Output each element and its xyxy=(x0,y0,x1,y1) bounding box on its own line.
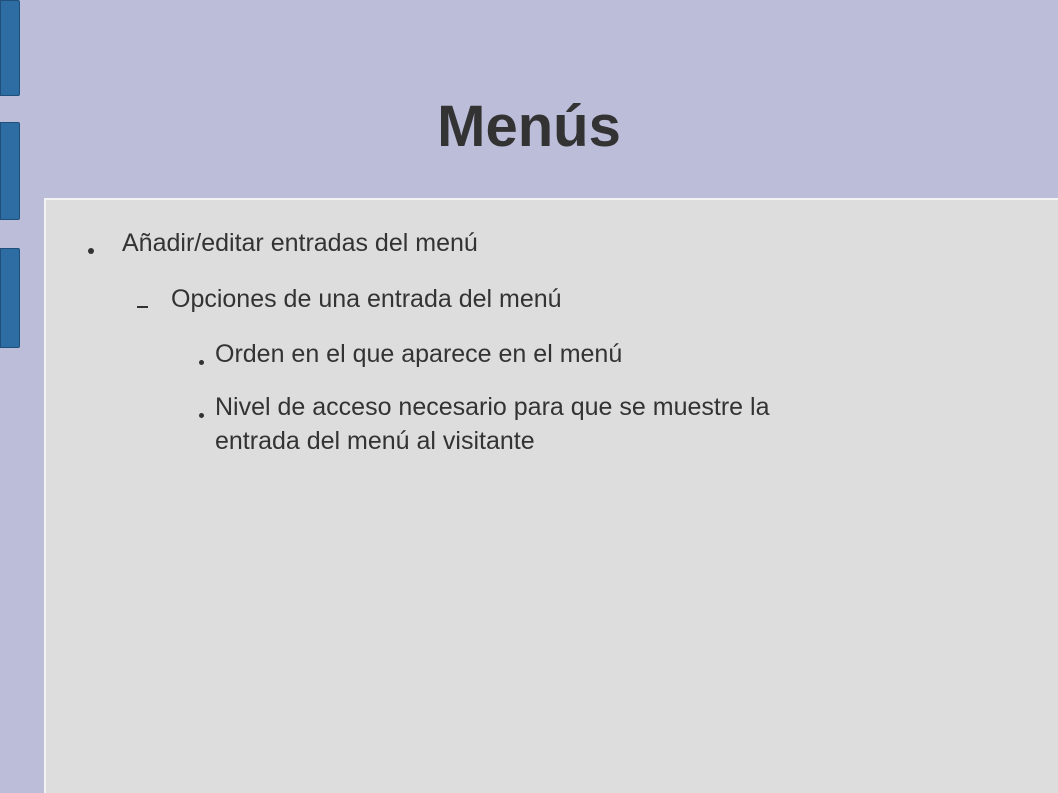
bullet-dash-icon xyxy=(137,295,148,313)
slide-title: Menús xyxy=(437,94,621,159)
list-item-level3-line2: entrada del menú al visitante xyxy=(215,427,535,455)
list-item-level1: Añadir/editar entradas del menú xyxy=(122,229,478,257)
accent-bar-top xyxy=(0,0,20,96)
bullet-dot-icon xyxy=(199,405,204,423)
list-item-level3-line1: Nivel de acceso necesario para que se muestre la xyxy=(215,393,770,421)
accent-bar-bottom xyxy=(0,248,20,348)
list-item-level2: Opciones de una entrada del menú xyxy=(171,285,562,313)
bullet-dot-icon xyxy=(88,241,94,259)
list-item-level3: Orden en el que aparece en el menú xyxy=(215,340,623,368)
bullet-dot-icon xyxy=(199,352,204,370)
